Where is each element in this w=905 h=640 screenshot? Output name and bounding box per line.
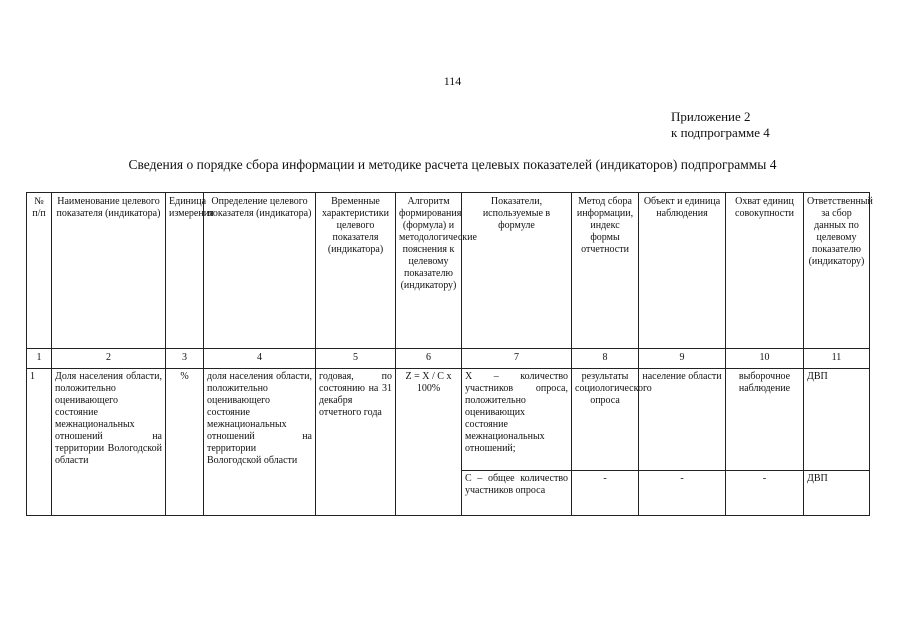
column-number: 4 bbox=[204, 349, 316, 369]
header-row bbox=[27, 193, 870, 349]
header-cell-name: Наименование целевого показателя (индикатора) bbox=[52, 193, 166, 349]
collection-method: - bbox=[572, 471, 639, 516]
indicator-table bbox=[26, 192, 873, 516]
document-title: Сведения о порядке сбора информации и методике расчета целевых показателей (индикаторов) подпрограммы 4 bbox=[128, 157, 777, 172]
collection-method: результаты социологического опроса bbox=[572, 369, 639, 471]
indicator-name: Доля населения области, положительно оценивающего состояние межнациональных отношений на территории Вологодской области bbox=[52, 369, 166, 516]
column-number: 1 bbox=[27, 349, 52, 369]
column-number: 11 bbox=[804, 349, 870, 369]
header-cell-indicators: Показатели, используемые в формуле bbox=[462, 193, 572, 349]
header-cell-formula: Алгоритм формирования (формула) и методологические пояснения к целевому показателю (индикатору) bbox=[396, 193, 462, 349]
header-cell-unit: Единица измерения bbox=[166, 193, 204, 349]
table-row bbox=[27, 369, 870, 471]
responsible: ДВП bbox=[804, 369, 870, 471]
observation-object: население области bbox=[639, 369, 726, 471]
indicator-definition: доля населения области, положительно оценивающего состояние межнациональных отношений на территории Вологодской области bbox=[204, 369, 316, 516]
column-number: 3 bbox=[166, 349, 204, 369]
header-cell-method: Метод сбора информации, индекс формы отчетности bbox=[572, 193, 639, 349]
column-number: 5 bbox=[316, 349, 396, 369]
calculation-formula: Z = X / C x 100% bbox=[396, 369, 462, 516]
row-number: 1 bbox=[27, 369, 52, 516]
appendix-line-1: Приложение 2 bbox=[671, 109, 751, 124]
column-number-row bbox=[27, 349, 870, 369]
column-number: 7 bbox=[462, 349, 572, 369]
formula-indicator-x: X – количество участников опроса, положительно оценивающих состояние межнациональных отношений; bbox=[462, 369, 572, 471]
header-cell-coverage: Охват единиц совокупности bbox=[726, 193, 804, 349]
time-characteristics: годовая, по состоянию на 31 декабря отчетного года bbox=[316, 369, 396, 516]
unit-of-measure: % bbox=[166, 369, 204, 516]
header-cell-responsible: Ответственный за сбор данных по целевому показателю (индикатору) bbox=[804, 193, 870, 349]
header-cell-num: № п/п bbox=[27, 193, 52, 349]
appendix-note bbox=[671, 109, 770, 141]
column-number: 2 bbox=[52, 349, 166, 369]
header-cell-object: Объект и единица наблюдения bbox=[639, 193, 726, 349]
observation-object: - bbox=[639, 471, 726, 516]
responsible: ДВП bbox=[804, 471, 870, 516]
appendix-line-2: к подпрограмме 4 bbox=[671, 125, 770, 140]
coverage: - bbox=[726, 471, 804, 516]
column-number: 10 bbox=[726, 349, 804, 369]
column-number: 6 bbox=[396, 349, 462, 369]
column-number: 8 bbox=[572, 349, 639, 369]
page-number: 114 bbox=[443, 74, 462, 88]
formula-indicator-c: C – общее количество участников опроса bbox=[462, 471, 572, 516]
coverage: выборочное наблюдение bbox=[726, 369, 804, 471]
header-cell-definition: Определение целевого показателя (индикатора) bbox=[204, 193, 316, 349]
column-number: 9 bbox=[639, 349, 726, 369]
header-cell-time: Временные характеристики целевого показателя (индикатора) bbox=[316, 193, 396, 349]
